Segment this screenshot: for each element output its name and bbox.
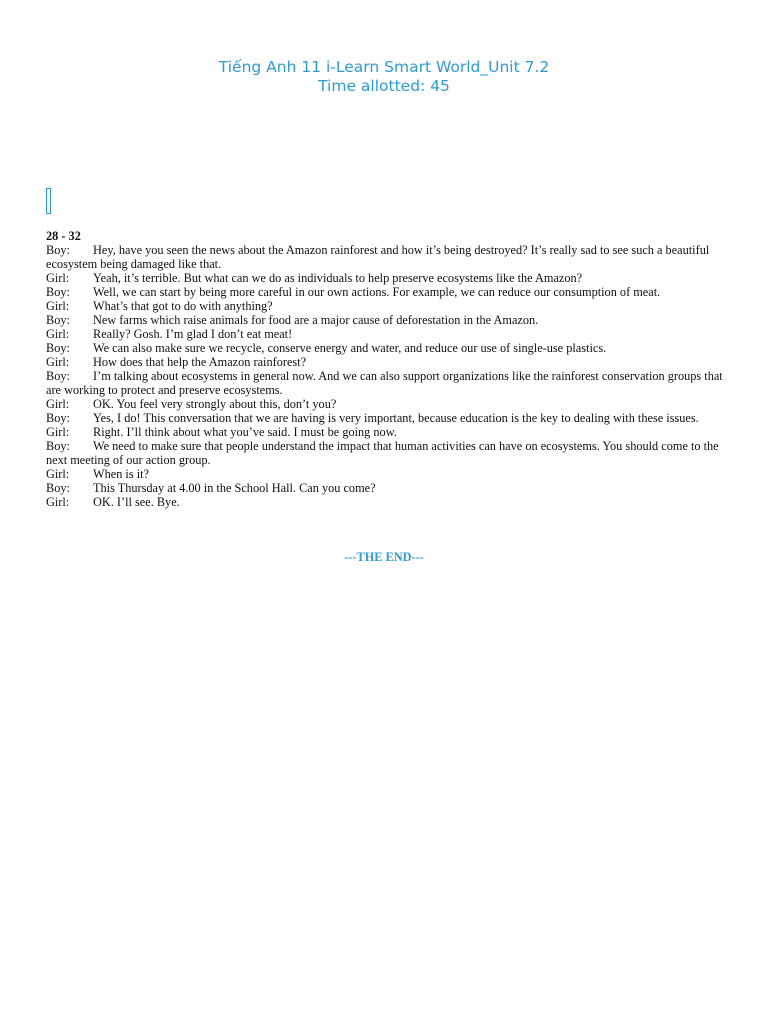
line-text: We need to make sure that people understand the impact that human activities can have on ecosystems. You should come to the next meeting of our action group. [46,439,719,467]
dialogue-line [46,355,724,369]
dialogue-line [46,271,724,285]
speaker-label: Girl: [46,355,70,369]
line-text: OK. You feel very strongly about this, don’t you? [93,397,337,411]
dialogue-line [46,243,724,271]
line-text: Really? Gosh. I’m glad I don’t eat meat! [93,327,293,341]
speaker-label: Girl: [46,271,70,285]
dialogue-line [46,327,724,341]
dialogue-line [46,397,724,411]
transcript [46,229,724,509]
line-text: Right. I’ll think about what you’ve said. I must be going now. [93,425,397,439]
the-end-label: ---THE END--- [344,550,424,564]
line-text: I’m talking about ecosystems in general now. And we can also support organizations like the rainforest conservation groups that are working to protect and preserve ecosystems. [46,369,723,397]
dialogue-line [46,285,724,299]
question-range: 28 - 32 [46,229,81,243]
speaker-label: Boy: [46,481,70,495]
speaker-label: Girl: [46,495,70,509]
speaker-label: Girl: [46,425,70,439]
speaker-label: Boy: [46,369,70,383]
dialogue-line [46,369,724,397]
dialogue-line [46,439,724,467]
line-text: Yes, I do! This conversation that we are having is very important, because education is the key to dealing with these issues. [93,411,699,425]
time-allotted: Time allotted: 45 [318,77,450,95]
dialogue-line [46,411,724,425]
dialogue-lines [46,243,724,509]
speaker-label: Boy: [46,313,70,327]
speaker-label: Boy: [46,341,70,355]
line-text: Hey, have you seen the news about the Amazon rainforest and how it’s being destroyed? It’s really sad to see such a beautiful ecosystem being damaged like that. [46,243,710,271]
line-text: Well, we can start by being more careful in our own actions. For example, we can reduce our consumption of meat. [93,285,661,299]
line-text: Yeah, it’s terrible. But what can we do as individuals to help preserve ecosystems like the Amazon? [93,271,583,285]
document-title: Tiếng Anh 11 i-Learn Smart World_Unit 7.2 [218,58,550,76]
dialogue-line [46,341,724,355]
document-header [0,58,768,96]
line-text: OK. I’ll see. Bye. [93,495,180,509]
dialogue-line [46,467,724,481]
placeholder-glyph-icon [46,188,51,214]
dialogue-line [46,425,724,439]
speaker-label: Girl: [46,299,70,313]
speaker-label: Girl: [46,397,70,411]
dialogue-line [46,299,724,313]
dialogue-line [46,481,724,495]
speaker-label: Boy: [46,411,70,425]
speaker-label: Girl: [46,327,70,341]
line-text: When is it? [93,467,150,481]
line-text: New farms which raise animals for food are a major cause of deforestation in the Amazon. [93,313,539,327]
line-text: How does that help the Amazon rainforest? [93,355,307,369]
dialogue-line [46,313,724,327]
speaker-label: Boy: [46,243,70,257]
line-text: We can also make sure we recycle, conserve energy and water, and reduce our use of single-use plastics. [93,341,607,355]
speaker-label: Boy: [46,285,70,299]
speaker-label: Boy: [46,439,70,453]
dialogue-line [46,495,724,509]
line-text: This Thursday at 4.00 in the School Hall. Can you come? [93,481,376,495]
speaker-label: Girl: [46,467,70,481]
line-text: What’s that got to do with anything? [93,299,273,313]
